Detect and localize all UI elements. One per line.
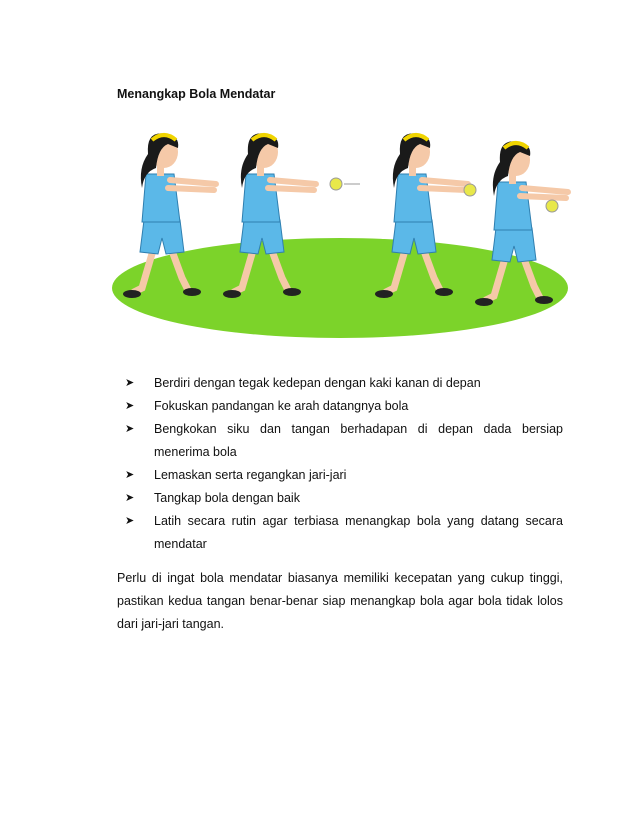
arrowhead-bullet-icon: ➤ — [125, 400, 135, 412]
ball — [464, 184, 476, 196]
list-item: ➤ Fokuskan pandangan ke arah datangnya bola — [125, 395, 563, 418]
arrowhead-bullet-icon: ➤ — [125, 423, 135, 435]
list-item: ➤ Latih secara rutin agar terbiasa menangkap bola yang datang secara mendatar — [125, 510, 563, 556]
ball-catching-illustration — [108, 128, 573, 348]
arrowhead-bullet-icon: ➤ — [125, 469, 135, 481]
list-item: ➤ Tangkap bola dengan baik — [125, 487, 563, 510]
closing-paragraph: Perlu di ingat bola mendatar biasanya memiliki kecepatan yang cukup tinggi, pastikan kedua tangan benar-benar siap menangkap bola agar bola tidak lolos dari jari-jari tangan. — [117, 571, 563, 631]
ball — [330, 178, 342, 190]
list-item: ➤ Bengkokan siku dan tangan berhadapan di depan dada bersiap menerima bola — [125, 418, 563, 464]
list-item: ➤ Berdiri dengan tegak kedepan dengan kaki kanan di depan — [125, 372, 563, 395]
arrowhead-bullet-icon: ➤ — [125, 492, 135, 504]
ball — [546, 200, 558, 212]
steps-list — [125, 372, 563, 556]
arrowhead-bullet-icon: ➤ — [125, 377, 135, 389]
arrowhead-bullet-icon: ➤ — [125, 515, 135, 527]
page-title: Menangkap Bola Mendatar — [117, 87, 276, 101]
list-item: ➤ Lemaskan serta regangkan jari-jari — [125, 464, 563, 487]
